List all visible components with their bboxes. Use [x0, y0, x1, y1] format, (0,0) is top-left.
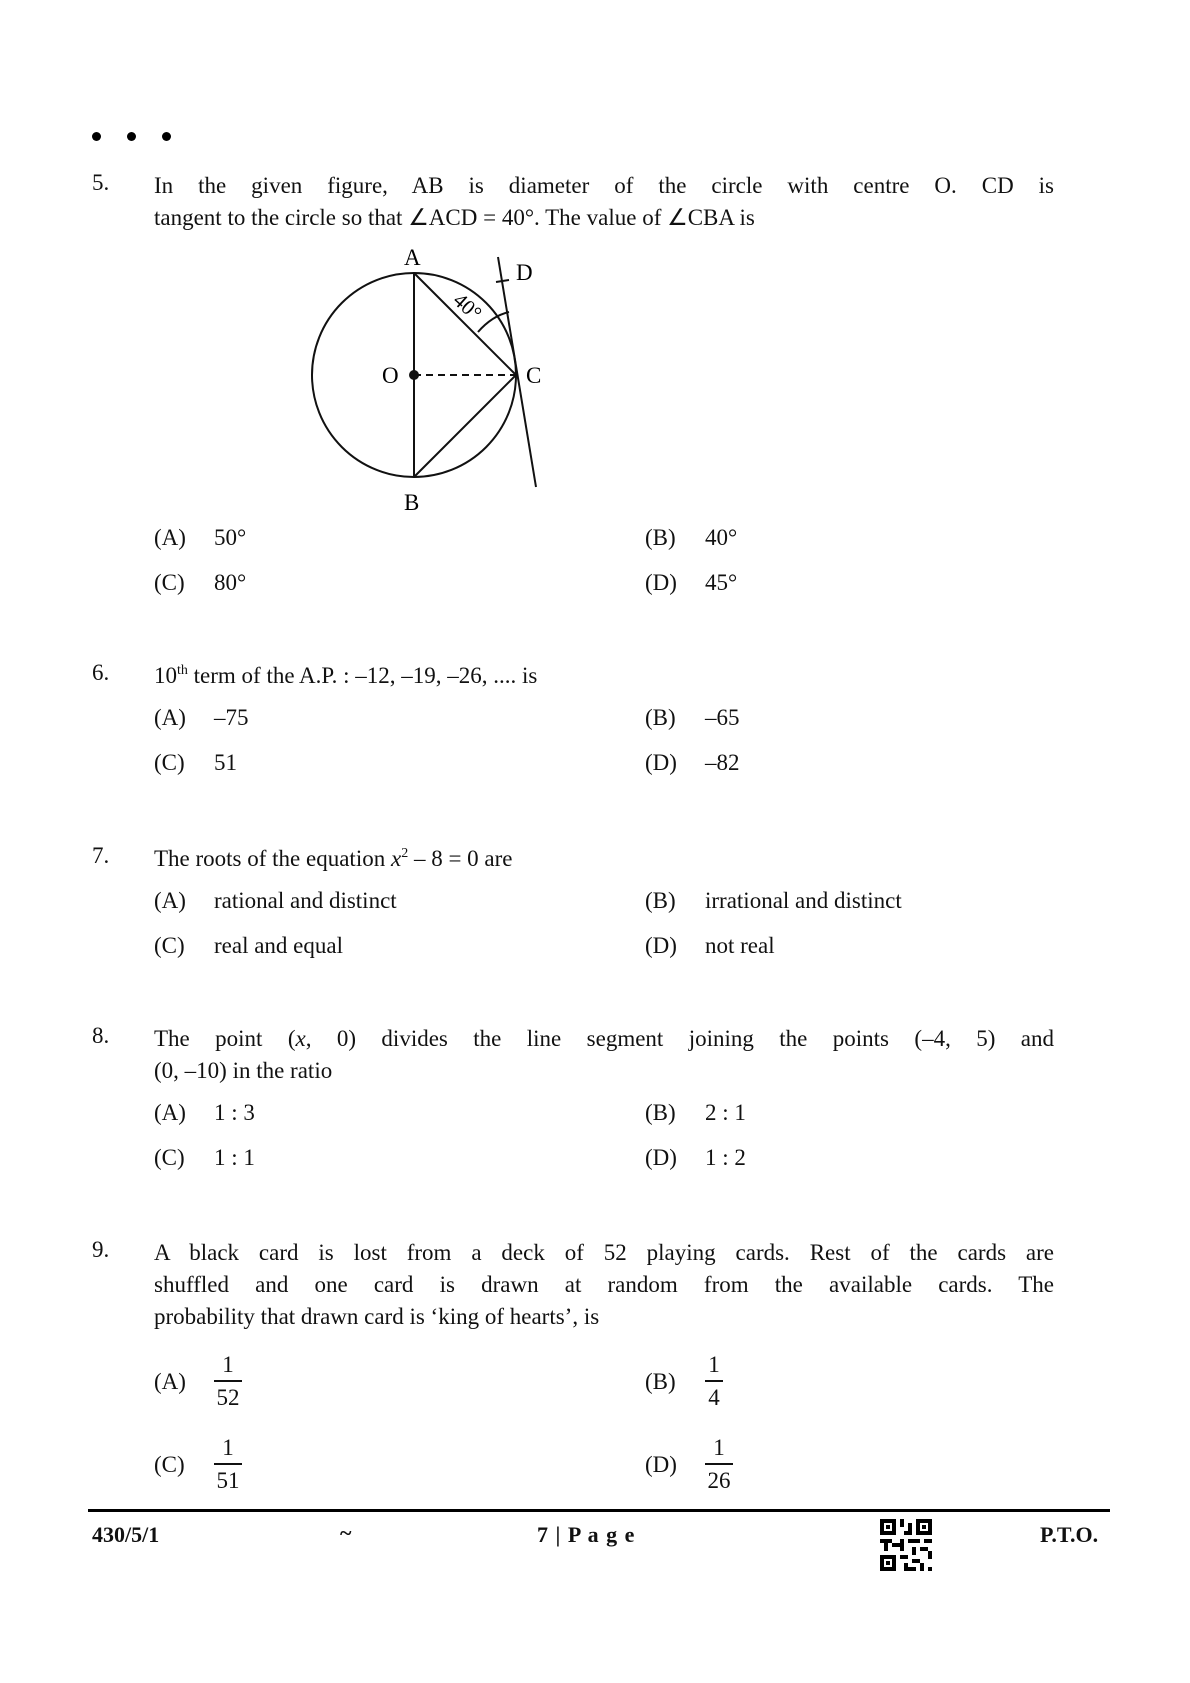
option-a[interactable]: [154, 888, 397, 914]
option-label: (A): [154, 525, 186, 550]
option-label: (C): [154, 1145, 185, 1170]
option-b[interactable]: [645, 1100, 746, 1126]
option-value: 40°: [705, 525, 738, 550]
option-value: –82: [705, 750, 740, 775]
text-prefix: The roots of the equation: [154, 846, 391, 871]
option-value: 80°: [214, 570, 247, 595]
option-value: rational and distinct: [214, 888, 397, 913]
fraction-bar: [214, 1463, 242, 1465]
text-rest: term of the A.P. : –12, –19, –26, .... is: [187, 663, 538, 688]
angle-label: 40°: [448, 287, 487, 326]
option-c[interactable]: [154, 1145, 255, 1171]
option-label: (A): [154, 705, 186, 730]
option-label: (B): [645, 705, 676, 730]
option-label: (D): [645, 570, 677, 595]
option-label: (D): [645, 933, 677, 958]
label-D: D: [516, 260, 533, 285]
option-value: 50°: [214, 525, 247, 550]
question-text-line3: probability that drawn card is ‘king of hearts’, is: [154, 1304, 600, 1329]
question-number: 9.: [92, 1237, 110, 1262]
question-number: 6.: [92, 660, 110, 685]
option-value: 1 : 1: [214, 1145, 255, 1170]
option-b[interactable]: [645, 705, 740, 731]
section-continuation-bullets: [92, 132, 171, 141]
option-label: (A): [154, 1100, 186, 1125]
option-a[interactable]: [154, 705, 249, 731]
option-label: (C): [154, 570, 185, 595]
option-value: 1 : 3: [214, 1100, 255, 1125]
option-label: (B): [645, 525, 676, 550]
numerator: 1: [708, 1352, 720, 1377]
option-value: 51: [214, 750, 237, 775]
question-text-line2: shuffled and one card is drawn at random from the available cards. The: [154, 1272, 1054, 1297]
question-number: 5.: [92, 170, 110, 195]
numerator: 1: [713, 1435, 725, 1460]
option-a[interactable]: [154, 525, 246, 551]
option-b[interactable]: [645, 1352, 723, 1411]
question-text-line2: tangent to the circle so that ∠ACD = 40°. The value of ∠CBA is: [154, 205, 755, 230]
option-c[interactable]: [154, 933, 343, 959]
qr-code-icon: [880, 1518, 932, 1572]
question-number: 7.: [92, 843, 110, 868]
paper-code: 430/5/1: [92, 1522, 160, 1547]
variable-x: x: [390, 846, 402, 871]
fraction-bar: [214, 1380, 242, 1382]
option-value: –75: [214, 705, 249, 730]
denominator: 52: [216, 1385, 240, 1410]
option-value: 45°: [705, 570, 738, 595]
please-turn-over: P.T.O.: [1040, 1522, 1099, 1547]
option-d[interactable]: [645, 570, 737, 596]
option-label: (A): [154, 888, 186, 913]
option-a[interactable]: [154, 1100, 255, 1126]
numerator: 1: [222, 1435, 234, 1460]
option-label: (D): [645, 1145, 677, 1170]
fraction: [214, 1435, 242, 1494]
option-label: (C): [154, 1451, 185, 1477]
exponent: 2: [401, 846, 409, 861]
option-value: 2 : 1: [705, 1100, 746, 1125]
text-rest: – 8 = 0 are: [408, 846, 513, 871]
option-value: irrational and distinct: [705, 888, 902, 913]
text-prefix: 10: [154, 663, 177, 688]
circle-tangent-figure: [300, 240, 580, 520]
option-d[interactable]: [645, 1145, 746, 1171]
option-c[interactable]: [154, 750, 237, 776]
option-label: (D): [645, 750, 677, 775]
question-text: [154, 660, 1054, 692]
denominator: 26: [707, 1468, 731, 1493]
label-C: C: [526, 363, 542, 388]
option-label: (A): [154, 1368, 186, 1394]
option-label: (B): [645, 1100, 676, 1125]
label-A: A: [404, 245, 421, 270]
bullet-dot: [127, 132, 136, 141]
option-b[interactable]: [645, 525, 737, 551]
option-value: –65: [705, 705, 740, 730]
option-d[interactable]: [645, 1435, 733, 1494]
fraction: [705, 1435, 733, 1494]
denominator: 4: [708, 1385, 720, 1410]
option-value: 1 : 2: [705, 1145, 746, 1170]
fraction: [214, 1352, 242, 1411]
fraction-bar: [705, 1463, 733, 1465]
option-c[interactable]: [154, 1435, 242, 1494]
question-text-line1: [154, 1023, 1054, 1055]
option-label: (D): [645, 1451, 677, 1477]
option-value: real and equal: [214, 933, 343, 958]
denominator: 51: [216, 1468, 240, 1493]
footer-tilde: ~: [340, 1520, 352, 1545]
ordinal-sup: th: [177, 663, 188, 678]
bullet-dot: [92, 132, 101, 141]
question-text-line2: (0, –10) in the ratio: [154, 1058, 333, 1083]
option-label: (B): [645, 888, 676, 913]
fraction-bar: [705, 1380, 723, 1382]
option-a[interactable]: [154, 1352, 242, 1411]
option-c[interactable]: [154, 570, 246, 596]
footer-divider: [88, 1509, 1110, 1512]
label-B: B: [404, 490, 420, 515]
question-text: [154, 843, 1054, 875]
option-label: (C): [154, 750, 185, 775]
fraction: [705, 1352, 723, 1411]
text-rest: , 0) divides the line segment joining the points (–4, 5) and: [305, 1026, 1054, 1051]
option-value: not real: [705, 933, 775, 958]
option-d[interactable]: [645, 750, 740, 776]
option-label: (C): [154, 933, 185, 958]
bullet-dot: [162, 132, 171, 141]
question-text-line1: In the given figure, AB is diameter of the circle with centre O. CD is: [154, 173, 1054, 198]
text-prefix: The point (: [154, 1026, 296, 1051]
question-text-line1: A black card is lost from a deck of 52 playing cards. Rest of the cards are: [154, 1240, 1054, 1265]
variable-x: x: [295, 1026, 306, 1051]
option-b[interactable]: [645, 888, 902, 914]
option-label: (B): [645, 1368, 676, 1394]
question-number: 8.: [92, 1023, 110, 1048]
label-O: O: [382, 363, 399, 388]
numerator: 1: [222, 1352, 234, 1377]
page-number: 7 | P a g e: [537, 1522, 636, 1547]
option-d[interactable]: [645, 933, 775, 959]
